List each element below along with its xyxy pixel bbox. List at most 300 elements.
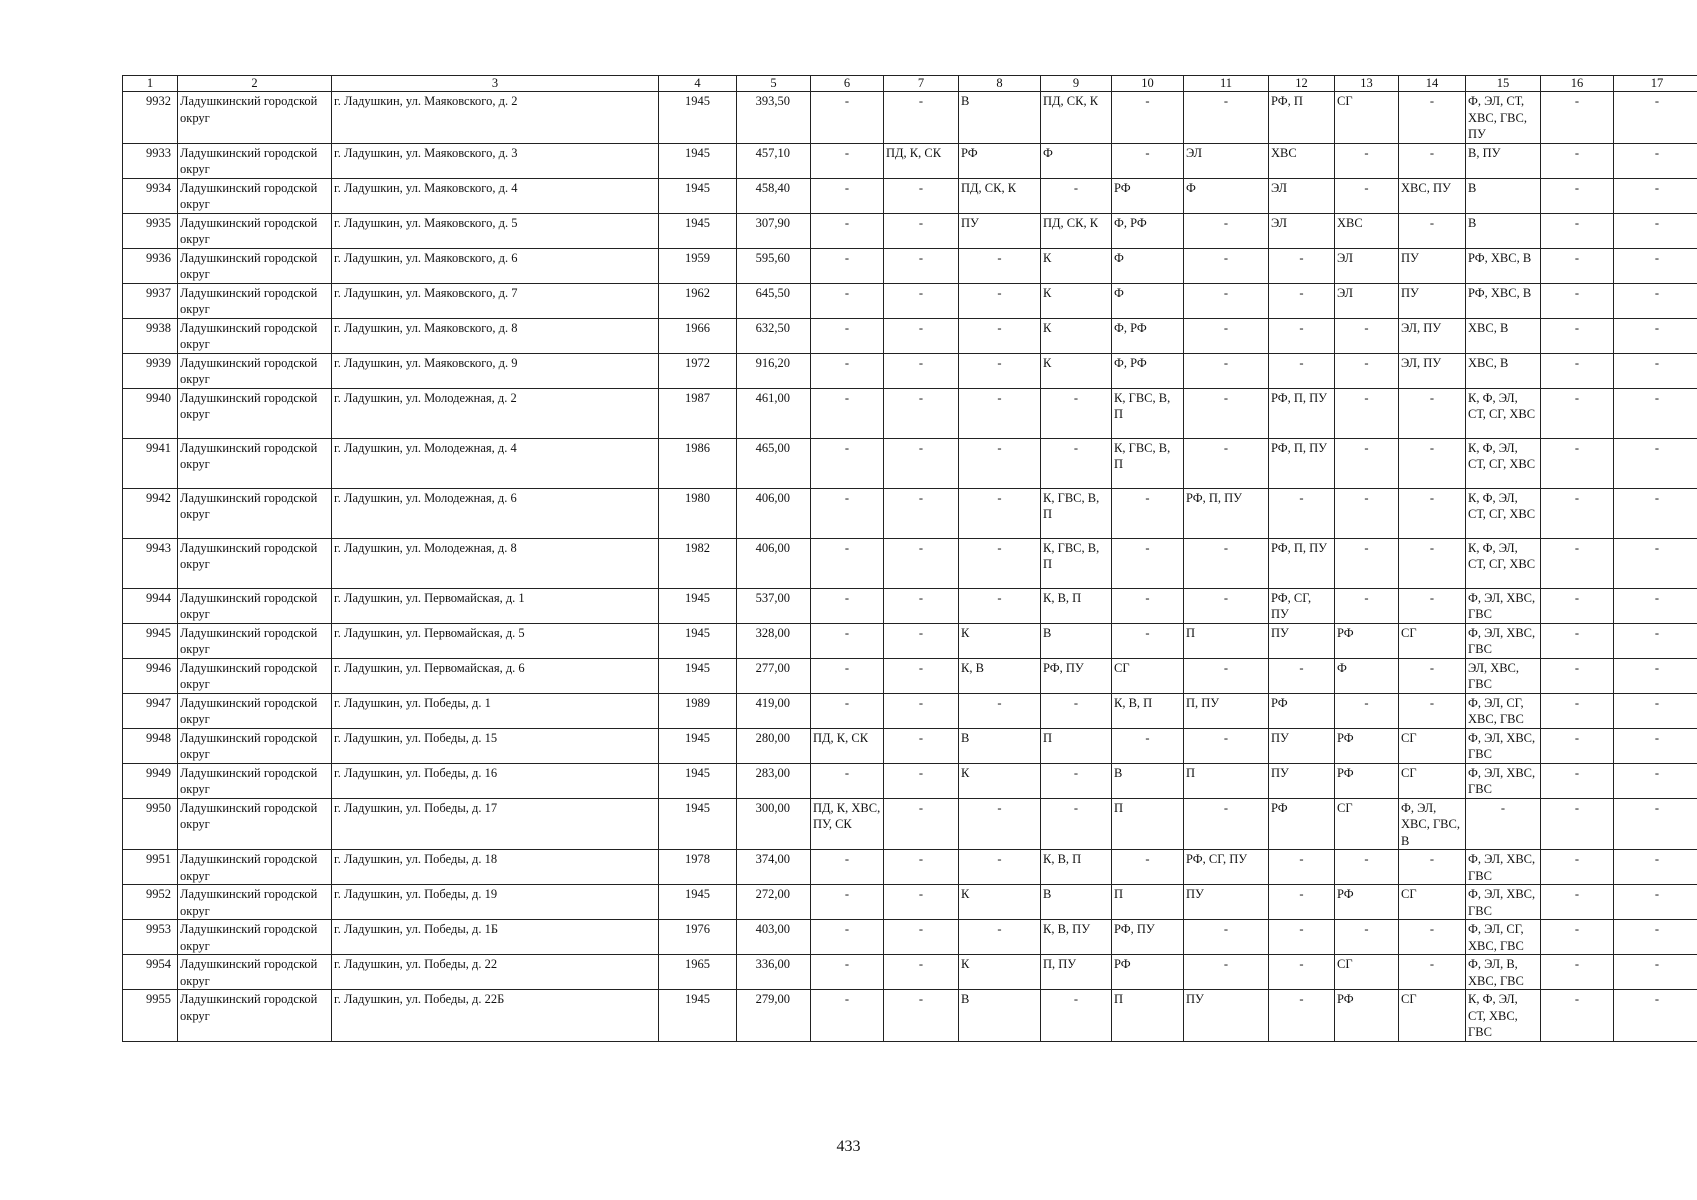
table-cell-col-10: Ф, РФ bbox=[1112, 353, 1184, 388]
table-cell-col-14: - bbox=[1399, 488, 1466, 538]
table-cell-col-16: - bbox=[1541, 955, 1614, 990]
table-cell-col-14: - bbox=[1399, 388, 1466, 438]
table-cell-col-12: ПУ bbox=[1269, 763, 1335, 798]
table-cell-col-9: ПД, СК, К bbox=[1041, 92, 1112, 144]
table-cell-col-17: - bbox=[1614, 283, 1697, 318]
table-cell-col-2: Ладушкинский городской округ bbox=[178, 728, 332, 763]
table-cell-col-4: 1980 bbox=[659, 488, 737, 538]
table-cell-col-15: ЭЛ, ХВС, ГВС bbox=[1466, 658, 1541, 693]
table-cell-col-17: - bbox=[1614, 920, 1697, 955]
table-cell-col-11: - bbox=[1184, 658, 1269, 693]
table-row bbox=[123, 850, 1697, 885]
table-cell-col-16: - bbox=[1541, 178, 1614, 213]
table-cell-col-11: - bbox=[1184, 728, 1269, 763]
table-cell-col-5: 457,10 bbox=[737, 143, 811, 178]
table-cell-col-3: г. Ладушкин, ул. Маяковского, д. 3 bbox=[332, 143, 659, 178]
table-cell-col-4: 1959 bbox=[659, 248, 737, 283]
table-cell-col-3: г. Ладушкин, ул. Маяковского, д. 2 bbox=[332, 92, 659, 144]
table-cell-col-11: - bbox=[1184, 955, 1269, 990]
table-cell-col-1: 9934 bbox=[123, 178, 178, 213]
table-row bbox=[123, 658, 1697, 693]
table-cell-col-6: - bbox=[811, 318, 884, 353]
table-cell-col-14: - bbox=[1399, 658, 1466, 693]
table-cell-col-10: СГ bbox=[1112, 658, 1184, 693]
table-cell-col-3: г. Ладушкин, ул. Маяковского, д. 6 bbox=[332, 248, 659, 283]
table-cell-col-16: - bbox=[1541, 990, 1614, 1042]
table-row bbox=[123, 728, 1697, 763]
table-cell-col-12: - bbox=[1269, 488, 1335, 538]
table-cell-col-12: - bbox=[1269, 658, 1335, 693]
table-cell-col-4: 1982 bbox=[659, 538, 737, 588]
column-number-4: 4 bbox=[659, 76, 737, 92]
table-cell-col-15: Ф, ЭЛ, ХВС, ГВС bbox=[1466, 623, 1541, 658]
table-cell-col-2: Ладушкинский городской округ bbox=[178, 178, 332, 213]
table-cell-col-10: К, ГВС, В, П bbox=[1112, 438, 1184, 488]
table-cell-col-11: Ф bbox=[1184, 178, 1269, 213]
table-cell-col-13: - bbox=[1335, 143, 1399, 178]
table-cell-col-8: - bbox=[959, 318, 1041, 353]
table-cell-col-17: - bbox=[1614, 728, 1697, 763]
table-cell-col-15: Ф, ЭЛ, СГ, ХВС, ГВС bbox=[1466, 920, 1541, 955]
table-cell-col-12: - bbox=[1269, 885, 1335, 920]
table-cell-col-16: - bbox=[1541, 388, 1614, 438]
table-cell-col-15: В bbox=[1466, 178, 1541, 213]
table-cell-col-1: 9944 bbox=[123, 588, 178, 623]
table-cell-col-7: - bbox=[884, 178, 959, 213]
table-row bbox=[123, 990, 1697, 1042]
table-cell-col-9: РФ, ПУ bbox=[1041, 658, 1112, 693]
table-cell-col-8: - bbox=[959, 538, 1041, 588]
table-cell-col-2: Ладушкинский городской округ bbox=[178, 588, 332, 623]
table-cell-col-13: РФ bbox=[1335, 623, 1399, 658]
table-cell-col-17: - bbox=[1614, 92, 1697, 144]
table-row bbox=[123, 763, 1697, 798]
table-cell-col-4: 1945 bbox=[659, 178, 737, 213]
table-cell-col-6: - bbox=[811, 658, 884, 693]
table-cell-col-10: П bbox=[1112, 990, 1184, 1042]
table-cell-col-10: - bbox=[1112, 728, 1184, 763]
table-cell-col-6: - bbox=[811, 248, 884, 283]
table-cell-col-11: - bbox=[1184, 798, 1269, 850]
table-cell-col-17: - bbox=[1614, 658, 1697, 693]
table-cell-col-9: В bbox=[1041, 885, 1112, 920]
table-cell-col-15: К, Ф, ЭЛ, СТ, СГ, ХВС bbox=[1466, 438, 1541, 488]
table-cell-col-16: - bbox=[1541, 920, 1614, 955]
table-cell-col-14: - bbox=[1399, 693, 1466, 728]
table-cell-col-4: 1945 bbox=[659, 885, 737, 920]
table-cell-col-17: - bbox=[1614, 353, 1697, 388]
table-cell-col-6: - bbox=[811, 143, 884, 178]
table-cell-col-7: - bbox=[884, 488, 959, 538]
table-cell-col-7: - bbox=[884, 318, 959, 353]
table-cell-col-7: - bbox=[884, 885, 959, 920]
table-cell-col-14: ЭЛ, ПУ bbox=[1399, 318, 1466, 353]
table-cell-col-9: К, В, П bbox=[1041, 588, 1112, 623]
table-cell-col-4: 1972 bbox=[659, 353, 737, 388]
table-cell-col-14: ПУ bbox=[1399, 248, 1466, 283]
table-cell-col-13: - bbox=[1335, 318, 1399, 353]
table-row bbox=[123, 283, 1697, 318]
table-cell-col-12: ЭЛ bbox=[1269, 213, 1335, 248]
table-cell-col-17: - bbox=[1614, 213, 1697, 248]
table-cell-col-12: РФ, П, ПУ bbox=[1269, 388, 1335, 438]
table-cell-col-1: 9945 bbox=[123, 623, 178, 658]
table-cell-col-3: г. Ладушкин, ул. Молодежная, д. 8 bbox=[332, 538, 659, 588]
table-cell-col-7: ПД, К, СК bbox=[884, 143, 959, 178]
table-cell-col-4: 1945 bbox=[659, 728, 737, 763]
table-cell-col-8: - bbox=[959, 488, 1041, 538]
table-cell-col-5: 461,00 bbox=[737, 388, 811, 438]
table-cell-col-2: Ладушкинский городской округ bbox=[178, 318, 332, 353]
table-cell-col-14: - bbox=[1399, 850, 1466, 885]
table-cell-col-13: - bbox=[1335, 438, 1399, 488]
table-cell-col-8: - bbox=[959, 693, 1041, 728]
table-cell-col-14: - bbox=[1399, 143, 1466, 178]
table-cell-col-12: ПУ bbox=[1269, 728, 1335, 763]
table-cell-col-16: - bbox=[1541, 588, 1614, 623]
table-cell-col-11: - bbox=[1184, 353, 1269, 388]
table-cell-col-15: Ф, ЭЛ, ХВС, ГВС bbox=[1466, 885, 1541, 920]
table-row bbox=[123, 353, 1697, 388]
table-cell-col-16: - bbox=[1541, 850, 1614, 885]
table-cell-col-2: Ладушкинский городской округ bbox=[178, 658, 332, 693]
table-cell-col-5: 458,40 bbox=[737, 178, 811, 213]
column-number-7: 7 bbox=[884, 76, 959, 92]
table-cell-col-2: Ладушкинский городской округ bbox=[178, 283, 332, 318]
table-cell-col-8: - bbox=[959, 850, 1041, 885]
table-cell-col-4: 1976 bbox=[659, 920, 737, 955]
table-cell-col-11: - bbox=[1184, 248, 1269, 283]
table-cell-col-4: 1945 bbox=[659, 92, 737, 144]
table-cell-col-3: г. Ладушкин, ул. Маяковского, д. 9 bbox=[332, 353, 659, 388]
table-cell-col-1: 9940 bbox=[123, 388, 178, 438]
column-number-3: 3 bbox=[332, 76, 659, 92]
table-cell-col-5: 280,00 bbox=[737, 728, 811, 763]
table-cell-col-1: 9951 bbox=[123, 850, 178, 885]
table-cell-col-12: РФ bbox=[1269, 798, 1335, 850]
table-cell-col-14: ЭЛ, ПУ bbox=[1399, 353, 1466, 388]
table-cell-col-17: - bbox=[1614, 388, 1697, 438]
table-cell-col-3: г. Ладушкин, ул. Первомайская, д. 5 bbox=[332, 623, 659, 658]
table-cell-col-17: - bbox=[1614, 438, 1697, 488]
table-cell-col-3: г. Ладушкин, ул. Победы, д. 19 bbox=[332, 885, 659, 920]
table-cell-col-14: - bbox=[1399, 92, 1466, 144]
table-cell-col-17: - bbox=[1614, 990, 1697, 1042]
table-cell-col-2: Ладушкинский городской округ bbox=[178, 955, 332, 990]
table-cell-col-8: К, В bbox=[959, 658, 1041, 693]
table-cell-col-8: - bbox=[959, 438, 1041, 488]
table-cell-col-3: г. Ладушкин, ул. Победы, д. 15 bbox=[332, 728, 659, 763]
table-cell-col-10: РФ bbox=[1112, 178, 1184, 213]
table-cell-col-10: Ф, РФ bbox=[1112, 213, 1184, 248]
column-number-8: 8 bbox=[959, 76, 1041, 92]
table-cell-col-6: ПД, К, ХВС, ПУ, СК bbox=[811, 798, 884, 850]
table-cell-col-5: 406,00 bbox=[737, 538, 811, 588]
table-cell-col-8: - bbox=[959, 388, 1041, 438]
column-number-14: 14 bbox=[1399, 76, 1466, 92]
table-cell-col-14: СГ bbox=[1399, 728, 1466, 763]
table-cell-col-3: г. Ладушкин, ул. Молодежная, д. 2 bbox=[332, 388, 659, 438]
table-cell-col-7: - bbox=[884, 588, 959, 623]
table-cell-col-9: - bbox=[1041, 178, 1112, 213]
table-cell-col-9: П, ПУ bbox=[1041, 955, 1112, 990]
table-cell-col-13: ЭЛ bbox=[1335, 283, 1399, 318]
table-cell-col-7: - bbox=[884, 248, 959, 283]
table-cell-col-14: - bbox=[1399, 920, 1466, 955]
table-cell-col-1: 9941 bbox=[123, 438, 178, 488]
table-cell-col-16: - bbox=[1541, 693, 1614, 728]
table-cell-col-11: П bbox=[1184, 623, 1269, 658]
table-cell-col-6: - bbox=[811, 623, 884, 658]
table-cell-col-4: 1945 bbox=[659, 213, 737, 248]
table-row bbox=[123, 248, 1697, 283]
table-cell-col-2: Ладушкинский городской округ bbox=[178, 143, 332, 178]
table-cell-col-1: 9938 bbox=[123, 318, 178, 353]
table-cell-col-10: П bbox=[1112, 798, 1184, 850]
table-cell-col-6: - bbox=[811, 990, 884, 1042]
table-cell-col-6: - bbox=[811, 213, 884, 248]
table-cell-col-4: 1962 bbox=[659, 283, 737, 318]
table-cell-col-3: г. Ладушкин, ул. Маяковского, д. 5 bbox=[332, 213, 659, 248]
table-cell-col-13: СГ bbox=[1335, 798, 1399, 850]
table-cell-col-17: - bbox=[1614, 798, 1697, 850]
table-cell-col-6: - bbox=[811, 850, 884, 885]
table-cell-col-9: К, В, П bbox=[1041, 850, 1112, 885]
table-cell-col-14: СГ bbox=[1399, 763, 1466, 798]
table-cell-col-6: - bbox=[811, 588, 884, 623]
table-cell-col-15: Ф, ЭЛ, ХВС, ГВС bbox=[1466, 588, 1541, 623]
table-cell-col-3: г. Ладушкин, ул. Молодежная, д. 4 bbox=[332, 438, 659, 488]
table-cell-col-11: - bbox=[1184, 213, 1269, 248]
table-cell-col-15: ХВС, В bbox=[1466, 353, 1541, 388]
column-number-9: 9 bbox=[1041, 76, 1112, 92]
table-cell-col-15: К, Ф, ЭЛ, СТ, СГ, ХВС bbox=[1466, 538, 1541, 588]
table-cell-col-1: 9943 bbox=[123, 538, 178, 588]
table-cell-col-17: - bbox=[1614, 623, 1697, 658]
table-cell-col-7: - bbox=[884, 920, 959, 955]
table-cell-col-11: - bbox=[1184, 92, 1269, 144]
table-cell-col-6: - bbox=[811, 488, 884, 538]
table-cell-col-8: - bbox=[959, 798, 1041, 850]
table-cell-col-16: - bbox=[1541, 353, 1614, 388]
table-cell-col-7: - bbox=[884, 353, 959, 388]
table-cell-col-16: - bbox=[1541, 283, 1614, 318]
table-cell-col-6: - bbox=[811, 438, 884, 488]
table-cell-col-14: - bbox=[1399, 438, 1466, 488]
table-cell-col-5: 283,00 bbox=[737, 763, 811, 798]
table-cell-col-11: ПУ bbox=[1184, 885, 1269, 920]
table-cell-col-13: РФ bbox=[1335, 990, 1399, 1042]
table-cell-col-13: - bbox=[1335, 693, 1399, 728]
table-cell-col-1: 9948 bbox=[123, 728, 178, 763]
table-cell-col-13: - bbox=[1335, 353, 1399, 388]
table-cell-col-1: 9933 bbox=[123, 143, 178, 178]
table-cell-col-17: - bbox=[1614, 318, 1697, 353]
table-cell-col-9: - bbox=[1041, 798, 1112, 850]
table-row bbox=[123, 143, 1697, 178]
table-cell-col-5: 419,00 bbox=[737, 693, 811, 728]
table-cell-col-15: К, Ф, ЭЛ, СТ, СГ, ХВС bbox=[1466, 388, 1541, 438]
table-cell-col-17: - bbox=[1614, 588, 1697, 623]
table-cell-col-13: РФ bbox=[1335, 763, 1399, 798]
table-cell-col-9: ПД, СК, К bbox=[1041, 213, 1112, 248]
table-cell-col-16: - bbox=[1541, 318, 1614, 353]
table-cell-col-4: 1945 bbox=[659, 763, 737, 798]
table-cell-col-3: г. Ладушкин, ул. Первомайская, д. 1 bbox=[332, 588, 659, 623]
table-cell-col-7: - bbox=[884, 658, 959, 693]
table-cell-col-13: ЭЛ bbox=[1335, 248, 1399, 283]
table-cell-col-3: г. Ладушкин, ул. Победы, д. 1 bbox=[332, 693, 659, 728]
table-cell-col-11: ПУ bbox=[1184, 990, 1269, 1042]
table-cell-col-1: 9949 bbox=[123, 763, 178, 798]
table-cell-col-15: РФ, ХВС, В bbox=[1466, 283, 1541, 318]
table-row bbox=[123, 438, 1697, 488]
table-cell-col-17: - bbox=[1614, 850, 1697, 885]
table-cell-col-5: 406,00 bbox=[737, 488, 811, 538]
table-cell-col-5: 645,50 bbox=[737, 283, 811, 318]
table-cell-col-3: г. Ладушкин, ул. Победы, д. 16 bbox=[332, 763, 659, 798]
table-cell-col-1: 9936 bbox=[123, 248, 178, 283]
table-cell-col-6: - bbox=[811, 920, 884, 955]
table-cell-col-17: - bbox=[1614, 763, 1697, 798]
table-cell-col-12: - bbox=[1269, 318, 1335, 353]
table-cell-col-9: К bbox=[1041, 353, 1112, 388]
table-cell-col-7: - bbox=[884, 693, 959, 728]
table-cell-col-13: СГ bbox=[1335, 92, 1399, 144]
table-cell-col-13: - bbox=[1335, 388, 1399, 438]
table-cell-col-12: - bbox=[1269, 353, 1335, 388]
table-cell-col-12: ХВС bbox=[1269, 143, 1335, 178]
table-cell-col-12: ПУ bbox=[1269, 623, 1335, 658]
table-cell-col-15: К, Ф, ЭЛ, СТ, ХВС, ГВС bbox=[1466, 990, 1541, 1042]
table-cell-col-2: Ладушкинский городской округ bbox=[178, 438, 332, 488]
table-cell-col-1: 9950 bbox=[123, 798, 178, 850]
table-cell-col-10: - bbox=[1112, 538, 1184, 588]
table-cell-col-10: К, ГВС, В, П bbox=[1112, 388, 1184, 438]
table-cell-col-16: - bbox=[1541, 438, 1614, 488]
table-row bbox=[123, 488, 1697, 538]
table-cell-col-8: В bbox=[959, 728, 1041, 763]
table-cell-col-12: - bbox=[1269, 990, 1335, 1042]
table-cell-col-1: 9954 bbox=[123, 955, 178, 990]
table-cell-col-7: - bbox=[884, 538, 959, 588]
table-cell-col-16: - bbox=[1541, 488, 1614, 538]
table-cell-col-5: 632,50 bbox=[737, 318, 811, 353]
table-cell-col-13: Ф bbox=[1335, 658, 1399, 693]
table-cell-col-15: Ф, ЭЛ, ХВС, ГВС bbox=[1466, 728, 1541, 763]
table-cell-col-2: Ладушкинский городской округ bbox=[178, 213, 332, 248]
table-cell-col-10: Ф bbox=[1112, 283, 1184, 318]
table-cell-col-15: Ф, ЭЛ, СГ, ХВС, ГВС bbox=[1466, 693, 1541, 728]
table-cell-col-5: 595,60 bbox=[737, 248, 811, 283]
table-cell-col-11: - bbox=[1184, 538, 1269, 588]
housing-register-table bbox=[122, 75, 1697, 1042]
table-cell-col-5: 307,90 bbox=[737, 213, 811, 248]
table-cell-col-9: - bbox=[1041, 693, 1112, 728]
table-cell-col-17: - bbox=[1614, 955, 1697, 990]
table-cell-col-14: СГ bbox=[1399, 885, 1466, 920]
table-cell-col-11: - bbox=[1184, 318, 1269, 353]
table-cell-col-5: 328,00 bbox=[737, 623, 811, 658]
table-cell-col-5: 916,20 bbox=[737, 353, 811, 388]
table-cell-col-4: 1965 bbox=[659, 955, 737, 990]
table-cell-col-1: 9942 bbox=[123, 488, 178, 538]
table-body bbox=[123, 92, 1697, 1042]
table-cell-col-4: 1986 bbox=[659, 438, 737, 488]
table-cell-col-2: Ладушкинский городской округ bbox=[178, 920, 332, 955]
table-cell-col-2: Ладушкинский городской округ bbox=[178, 92, 332, 144]
table-cell-col-10: - bbox=[1112, 850, 1184, 885]
table-cell-col-7: - bbox=[884, 623, 959, 658]
table-cell-col-14: СГ bbox=[1399, 990, 1466, 1042]
table-cell-col-5: 465,00 bbox=[737, 438, 811, 488]
table-cell-col-4: 1978 bbox=[659, 850, 737, 885]
table-cell-col-14: Ф, ЭЛ, ХВС, ГВС, В bbox=[1399, 798, 1466, 850]
table-row bbox=[123, 885, 1697, 920]
table-cell-col-2: Ладушкинский городской округ bbox=[178, 693, 332, 728]
table-cell-col-10: В bbox=[1112, 763, 1184, 798]
table-cell-col-1: 9947 bbox=[123, 693, 178, 728]
page-number: 433 bbox=[836, 1138, 861, 1155]
table-cell-col-11: - bbox=[1184, 438, 1269, 488]
table-cell-col-9: К, В, ПУ bbox=[1041, 920, 1112, 955]
table-cell-col-17: - bbox=[1614, 693, 1697, 728]
table-cell-col-2: Ладушкинский городской округ bbox=[178, 248, 332, 283]
table-cell-col-2: Ладушкинский городской округ bbox=[178, 763, 332, 798]
table-cell-col-6: - bbox=[811, 538, 884, 588]
table-cell-col-1: 9935 bbox=[123, 213, 178, 248]
table-cell-col-4: 1945 bbox=[659, 990, 737, 1042]
table-cell-col-11: - bbox=[1184, 283, 1269, 318]
table-cell-col-9: К bbox=[1041, 248, 1112, 283]
table-cell-col-16: - bbox=[1541, 538, 1614, 588]
table-cell-col-14: - bbox=[1399, 588, 1466, 623]
table-cell-col-8: - bbox=[959, 283, 1041, 318]
table-cell-col-7: - bbox=[884, 955, 959, 990]
table-cell-col-5: 403,00 bbox=[737, 920, 811, 955]
table-row bbox=[123, 623, 1697, 658]
table-cell-col-12: - bbox=[1269, 920, 1335, 955]
table-cell-col-10: - bbox=[1112, 623, 1184, 658]
table-cell-col-13: ХВС bbox=[1335, 213, 1399, 248]
table-cell-col-15: - bbox=[1466, 798, 1541, 850]
table-cell-col-15: В, ПУ bbox=[1466, 143, 1541, 178]
table-cell-col-4: 1987 bbox=[659, 388, 737, 438]
table-cell-col-9: Ф bbox=[1041, 143, 1112, 178]
table-cell-col-9: В bbox=[1041, 623, 1112, 658]
table-row bbox=[123, 538, 1697, 588]
table-cell-col-1: 9953 bbox=[123, 920, 178, 955]
table-cell-col-16: - bbox=[1541, 623, 1614, 658]
table-cell-col-1: 9939 bbox=[123, 353, 178, 388]
table-cell-col-5: 374,00 bbox=[737, 850, 811, 885]
table-cell-col-16: - bbox=[1541, 728, 1614, 763]
table-row bbox=[123, 92, 1697, 144]
table-cell-col-13: СГ bbox=[1335, 955, 1399, 990]
table-cell-col-7: - bbox=[884, 990, 959, 1042]
table-cell-col-16: - bbox=[1541, 885, 1614, 920]
table-cell-col-6: - bbox=[811, 763, 884, 798]
column-number-13: 13 bbox=[1335, 76, 1399, 92]
table-cell-col-14: - bbox=[1399, 538, 1466, 588]
table-cell-col-8: - bbox=[959, 353, 1041, 388]
table-row bbox=[123, 213, 1697, 248]
table-cell-col-17: - bbox=[1614, 178, 1697, 213]
table-cell-col-7: - bbox=[884, 763, 959, 798]
table-cell-col-4: 1945 bbox=[659, 658, 737, 693]
table-cell-col-2: Ладушкинский городской округ bbox=[178, 850, 332, 885]
table-cell-col-6: - bbox=[811, 178, 884, 213]
